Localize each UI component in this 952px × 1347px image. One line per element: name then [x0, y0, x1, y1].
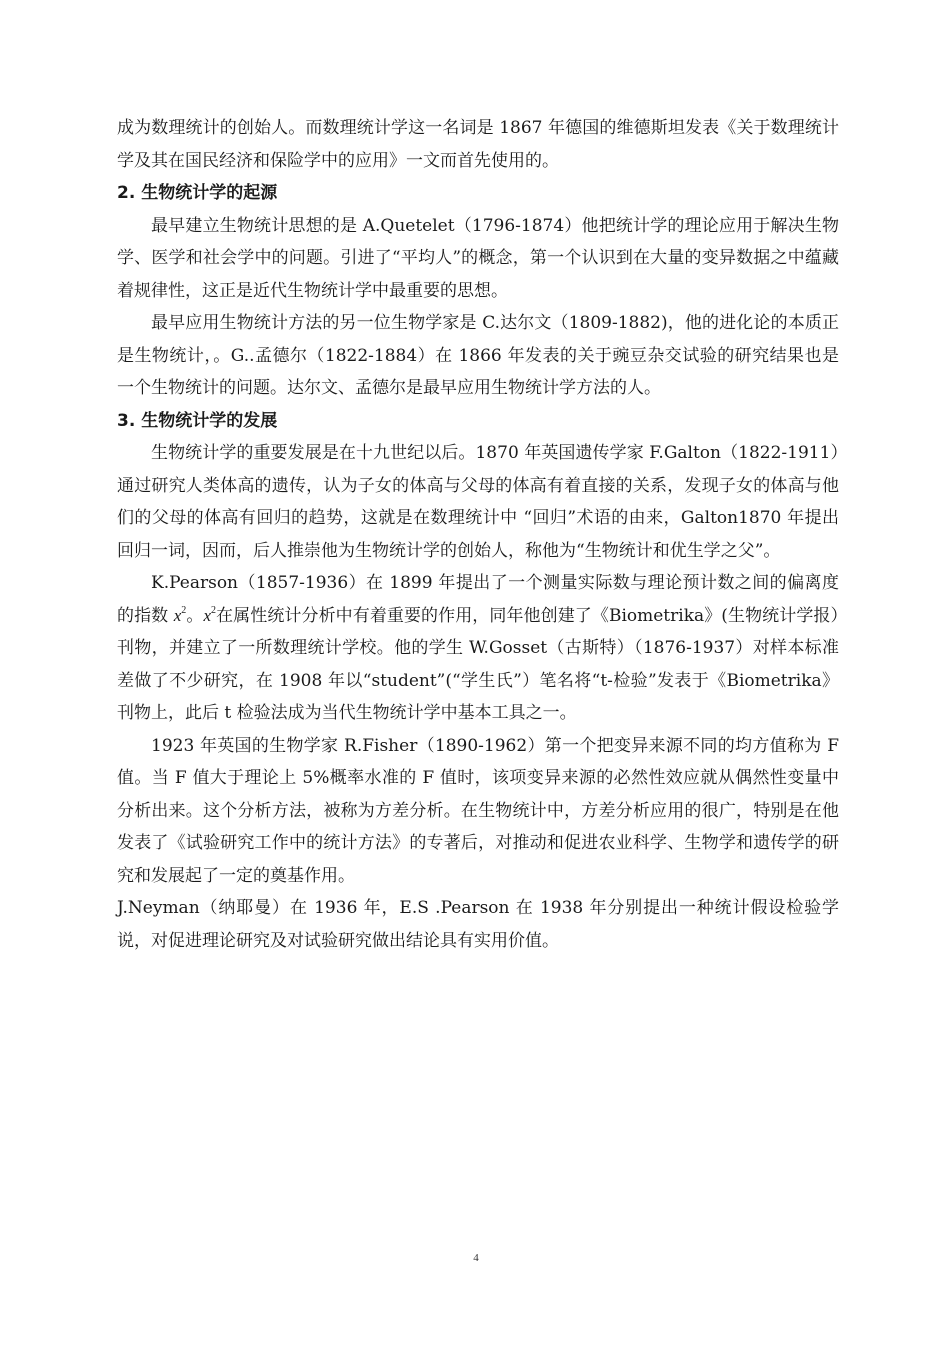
paragraph-darwin-mendel: 最早应用生物统计方法的另一位生物学家是 C.达尔文（1809-1882)，他的进化论的本质正是生物统计，。G..孟德尔（1822-1884）在 1866 年发表的关于豌豆杂交试验的研究结果也是一个生物统计的问题。达尔文、孟德尔是最早应用生物统计学方法的人。	[117, 313, 839, 398]
paragraph-galton: 生物统计学的重要发展是在十九世纪以后。1870 年英国遗传学家 F.Galton（1822-1911）通过研究人类体高的遗传，认为子女的体高与父母的体高有着直接的关系，发现子女的体高与他们的父母的体高有回归的趋势，这就是在数理统计中 “回归”术语的由来，Galton1870 年提出回归一词，因而，后人推崇他为生物统计学的创始人，称他为“生物统计和优生学之父”。	[117, 443, 839, 561]
pearson-text-end: 在属性统计分析中有着重要的作用，同年他创建了《Biometrika》(生物统计学报）刊物，并建立了一所数理统计学校。他的学生 W.Gosset（古斯特）（1876-1937）对样本标准差做了不少研究，在 1908 年以“student”(“学生氏”）笔名将“t-检验”发表于《Biometrika》刊物上，此后 t 检验法成为当代生物统计学中基本工具之一。	[117, 605, 840, 723]
chi-square-exponent-2: 2	[211, 604, 216, 616]
chi-square-exponent: 2	[181, 604, 187, 616]
page-number: 4	[473, 1252, 479, 1264]
chi-square-base: x	[173, 605, 182, 625]
document-body	[117, 112, 839, 957]
chi-square-base-2: x	[203, 605, 211, 625]
paragraph-intro-continuation: 成为数理统计的创始人。而数理统计学这一名词是 1867 年德国的维德斯坦发表《关于数理统计学及其在国民经济和保险学中的应用》一文而首先使用的。	[117, 118, 839, 171]
chi-square-symbol-2	[203, 606, 216, 625]
pearson-text-start: K.Pearson（1857-1936）在 1899 年提出了一个测量实际数与理论预计数之间的偏离度的指数	[117, 573, 839, 626]
paragraph-fisher: 1923 年英国的生物学家 R.Fisher（1890-1962）第一个把变异来源不同的均方值称为 F 值。当 F 值大于理论上 5%概率水准的 F 值时，该项变异来源的必然性效应就从偶然性变量中分析出来。这个分析方法，被称为方差分析。在生物统计中，方差分析应用的很广，特别是在他发表了《试验研究工作中的统计方法》的专著后，对推动和促进农业科学、生物学和遗传学的研究和发展起了一定的奠基作用。	[117, 735, 839, 886]
paragraph-neyman: J.Neyman（纳耶曼）在 1936 年，E.S .Pearson 在 1938 年分别提出一种统计假设检验学说，对促进理论研究及对试验研究做出结论具有实用价值。	[117, 898, 839, 951]
pearson-text-period: 。	[186, 605, 204, 626]
paragraph-quetelet: 最早建立生物统计思想的是 A.Quetelet（1796-1874）他把统计学的理论应用于解决生物学、医学和社会学中的问题。引进了“平均人”的概念，第一个认识到在大量的变异数据之中蕴藏着规律性，这正是近代生物统计学中最重要的思想。	[117, 215, 839, 301]
paragraph-pearson-gosset	[117, 567, 839, 730]
section-heading-development: 3. 生物统计学的发展	[117, 410, 278, 431]
section-heading-origin: 2. 生物统计学的起源	[117, 183, 278, 203]
chi-square-symbol	[174, 606, 187, 625]
